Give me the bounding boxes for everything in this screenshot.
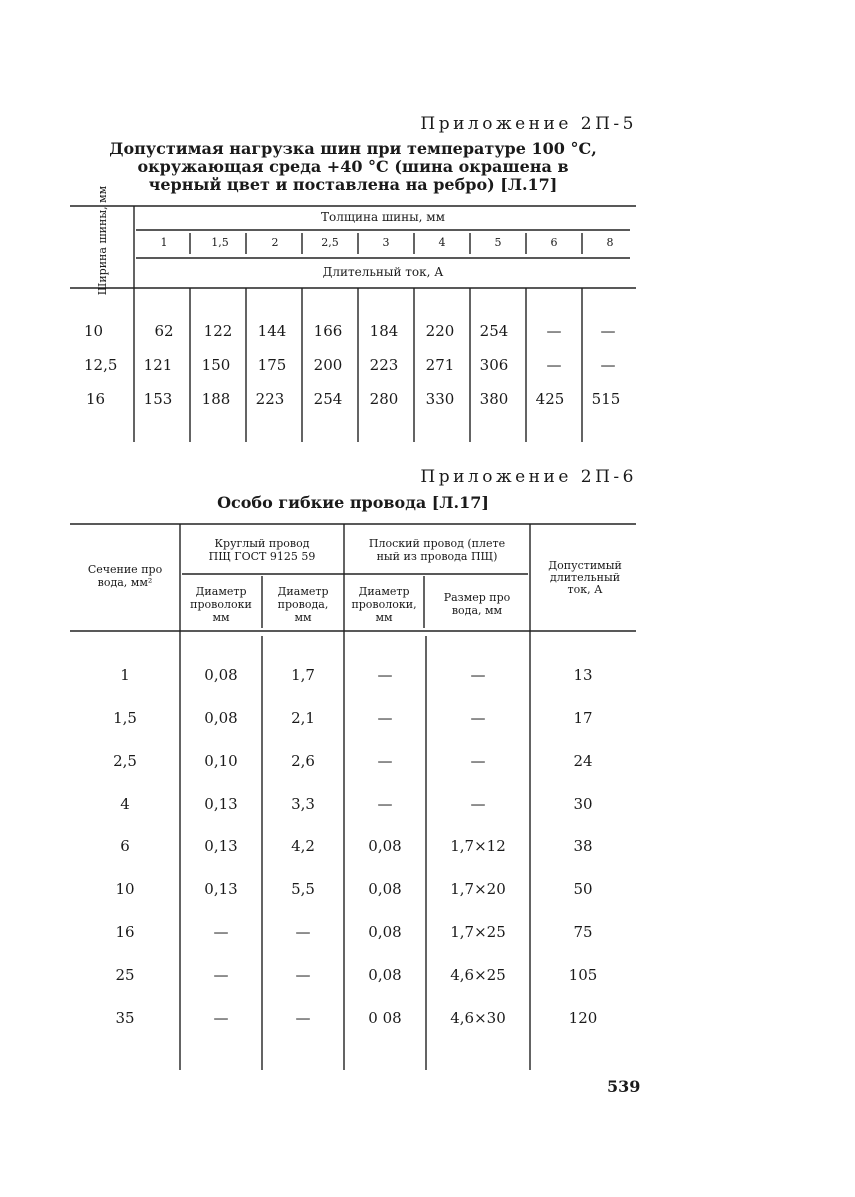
t2-header-round-l1: Круглый провод	[214, 537, 310, 550]
t2-r6-wire: 0,13	[204, 880, 238, 898]
t2-r6-section: 10	[115, 880, 135, 898]
t2-r8-wire2: 0,08	[368, 966, 402, 984]
t2-r2-wire2: —	[377, 709, 393, 727]
t1-row1-c9: —	[600, 322, 616, 340]
t2-r4-cond: 3,3	[291, 795, 315, 813]
t2-r4-section: 4	[120, 795, 130, 813]
t2-r1-size: —	[470, 666, 486, 684]
t2-r2-size: —	[470, 709, 486, 727]
t2-r7-size: 1,7×25	[450, 923, 506, 941]
t2-header-current-l2: длительный	[549, 571, 621, 584]
table1-row-header: Ширина шины, мм	[96, 185, 109, 296]
t2-r9-cond: —	[295, 1009, 311, 1027]
thickness-1: 1	[160, 236, 168, 249]
t2-r5-wire: 0,13	[204, 837, 238, 855]
thickness-6: 6	[550, 236, 558, 249]
t2-sub-cond-diam-l2: провода,	[277, 598, 329, 611]
t1-row1-width: 10	[84, 322, 104, 340]
t2-header-flat	[344, 537, 530, 563]
table1-caption-line3: черный цвет и поставлена на ребро) [Л.17]	[148, 175, 558, 194]
t2-r5-section: 6	[120, 837, 130, 855]
t2-header-round	[180, 537, 344, 563]
t1-row2-c5: 223	[369, 356, 399, 374]
thickness-2-5: 2,5	[321, 236, 339, 249]
t1-row1-c2: 122	[203, 322, 233, 340]
t1-row3-c3: 223	[255, 390, 285, 408]
t1-row1-c6: 220	[425, 322, 455, 340]
t2-r1-cond: 1,7	[291, 666, 315, 684]
t2-header-flat-l2: ный из провода ПЩ)	[376, 550, 498, 563]
table1-caption-line2: окружающая среда +40 °С (шина окрашена в	[137, 157, 569, 176]
t2-r5-current: 38	[573, 837, 593, 855]
t2-r1-wire: 0,08	[204, 666, 238, 684]
t2-r3-section: 2,5	[113, 752, 137, 770]
t2-r7-wire2: 0,08	[368, 923, 402, 941]
t2-r4-current: 30	[573, 795, 593, 813]
t2-header-section-l2: вода, мм²	[97, 576, 153, 589]
t1-row2-c6: 271	[425, 356, 455, 374]
thickness-8: 8	[606, 236, 614, 249]
t1-row2-c9: —	[600, 356, 616, 374]
thickness-1-5: 1,5	[211, 236, 229, 249]
t2-r8-section: 25	[115, 966, 135, 984]
page-number: 539	[607, 1077, 641, 1096]
t2-r6-current: 50	[573, 880, 593, 898]
t2-r4-wire: 0,13	[204, 795, 238, 813]
t2-r2-section: 1,5	[113, 709, 137, 727]
thickness-2: 2	[271, 236, 279, 249]
thickness-3: 3	[382, 236, 390, 249]
t2-r7-section: 16	[115, 923, 135, 941]
t2-sub-cond-diam	[262, 585, 344, 624]
t2-r3-wire2: —	[377, 752, 393, 770]
t2-r8-wire: —	[213, 966, 229, 984]
t2-r9-size: 4,6×30	[450, 1009, 506, 1027]
t1-row3-c6: 330	[425, 390, 455, 408]
t1-row3-c9: 515	[591, 390, 621, 408]
t1-row2-c2: 150	[201, 356, 231, 374]
thickness-5: 5	[494, 236, 502, 249]
t2-r4-size: —	[470, 795, 486, 813]
t2-r8-current: 105	[568, 966, 598, 984]
t2-sub-size	[424, 591, 530, 617]
table1-current-header: Длительный ток, А	[322, 265, 444, 279]
t2-header-round-l2: ПЩ ГОСТ 9125 59	[208, 550, 316, 563]
t2-r9-section: 35	[115, 1009, 135, 1027]
t2-sub-wire-diam	[180, 585, 262, 624]
t2-r6-wire2: 0,08	[368, 880, 402, 898]
thickness-4: 4	[438, 236, 446, 249]
t2-r7-current: 75	[573, 923, 593, 941]
t1-row3-c4: 254	[313, 390, 343, 408]
t2-r7-wire: —	[213, 923, 229, 941]
t2-r8-size: 4,6×25	[450, 966, 506, 984]
t2-header-section	[70, 563, 180, 589]
t2-r1-current: 13	[573, 666, 593, 684]
t2-r1-section: 1	[120, 666, 130, 684]
t1-row1-c4: 166	[313, 322, 343, 340]
t2-sub-cond-diam-l3: мм	[294, 611, 312, 624]
t1-row3-c5: 280	[369, 390, 399, 408]
t2-sub-cond-diam-l1: Диаметр	[277, 585, 329, 598]
t2-r3-current: 24	[573, 752, 593, 770]
table1-thickness-header: Толщина шины, мм	[321, 210, 445, 224]
t2-r5-size: 1,7×12	[450, 837, 506, 855]
t2-sub-size-l2: вода, мм	[451, 604, 503, 617]
t2-r4-wire2: —	[377, 795, 393, 813]
t2-header-section-l1: Сечение про	[87, 563, 163, 576]
t2-r3-wire: 0,10	[204, 752, 238, 770]
table1-caption-line1: Допустимая нагрузка шин при температуре 100 °С,	[109, 139, 597, 158]
t2-header-current-l1: Допустимый	[548, 559, 622, 572]
t2-r2-cond: 2,1	[291, 709, 315, 727]
t2-header-current-l3: ток, А	[567, 583, 603, 596]
t1-row3-c2: 188	[201, 390, 231, 408]
t2-sub-wire-diam-l1: Диаметр	[195, 585, 247, 598]
t2-header-flat-l1: Плоский провод (плете	[368, 537, 506, 550]
t2-sub-wire-diam2-l1: Диаметр	[358, 585, 410, 598]
t2-r2-wire: 0,08	[204, 709, 238, 727]
t2-r9-current: 120	[568, 1009, 598, 1027]
appendix-label-2p5: Приложение 2П-5	[420, 114, 637, 134]
table2-caption: Особо гибкие провода [Л.17]	[217, 493, 489, 512]
t1-row1-c3: 144	[257, 322, 287, 340]
t1-row2-width: 12,5	[84, 356, 118, 374]
t1-row2-c8: —	[546, 356, 562, 374]
t1-row2-c3: 175	[257, 356, 287, 374]
t1-row3-c8: 425	[535, 390, 565, 408]
t2-r1-wire2: —	[377, 666, 393, 684]
t1-row2-c1: 121	[143, 356, 173, 374]
t2-r6-cond: 5,5	[291, 880, 315, 898]
t2-sub-wire-diam-l3: мм	[212, 611, 230, 624]
t1-row1-c5: 184	[369, 322, 399, 340]
t2-sub-wire-diam-l2: проволоки	[190, 598, 252, 611]
t2-r3-size: —	[470, 752, 486, 770]
t2-r7-cond: —	[295, 923, 311, 941]
t2-r6-size: 1,7×20	[450, 880, 506, 898]
t2-sub-wire-diam2-l2: проволоки,	[351, 598, 417, 611]
appendix-label-2p6: Приложение 2П-6	[420, 467, 637, 487]
t1-row3-c1: 153	[143, 390, 173, 408]
t1-row3-width: 16	[86, 390, 106, 408]
t2-r5-wire2: 0,08	[368, 837, 402, 855]
t2-r3-cond: 2,6	[291, 752, 315, 770]
t2-r2-current: 17	[573, 709, 593, 727]
t1-row1-c8: —	[546, 322, 562, 340]
t2-sub-wire-diam2-l3: мм	[375, 611, 393, 624]
t2-sub-wire-diam2	[344, 585, 424, 624]
t2-r9-wire2: 0 08	[368, 1009, 402, 1027]
t1-row2-c7: 306	[479, 356, 509, 374]
t1-row2-c4: 200	[313, 356, 343, 374]
t2-r9-wire: —	[213, 1009, 229, 1027]
t1-row1-c1: 62	[154, 322, 174, 340]
t2-header-current	[530, 560, 640, 596]
t1-row1-c7: 254	[479, 322, 509, 340]
t1-row3-c7: 380	[479, 390, 509, 408]
t2-r5-cond: 4,2	[291, 837, 315, 855]
t2-sub-size-l1: Размер про	[443, 591, 511, 604]
t2-r8-cond: —	[295, 966, 311, 984]
